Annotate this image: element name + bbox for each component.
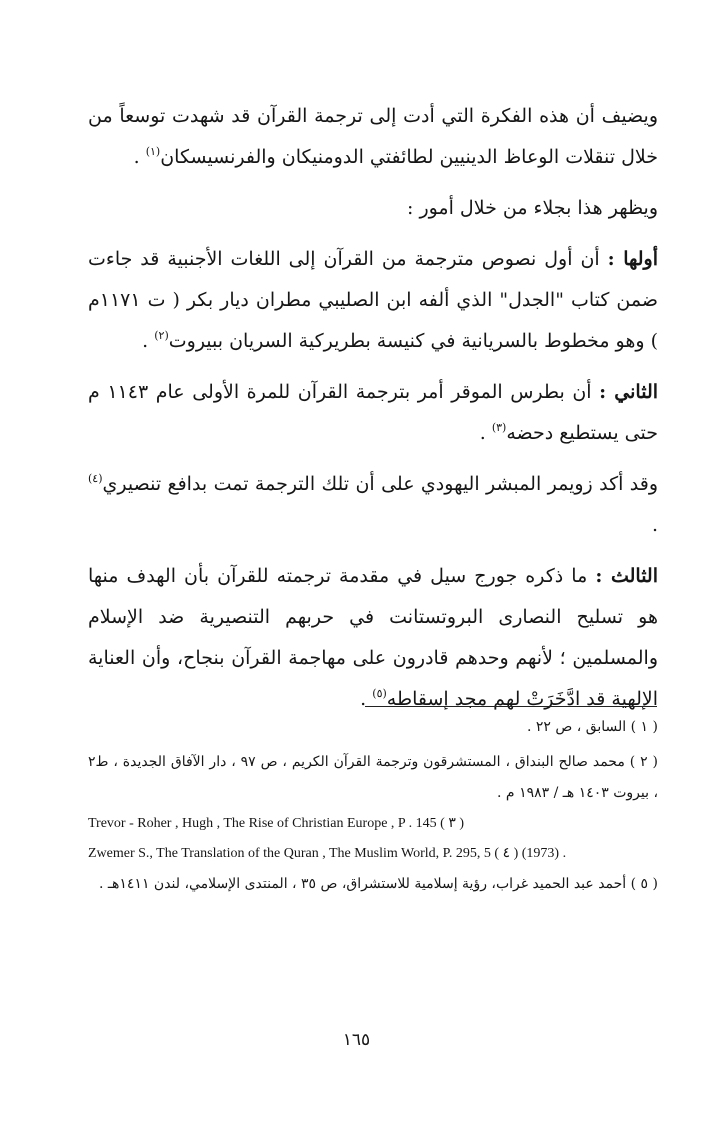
paragraph-text: وقد أكد زويمر المبشر اليهودي على أن تلك الترجمة تمت بدافع تنصيري [102,473,658,495]
point-heading-second: الثاني : [599,381,659,403]
point-heading-first: أولها : [607,248,659,270]
paragraph-text: أن بطرس الموقر أمر بترجمة القرآن للمرة الأولى عام ١١٤٣ م حتى يستطيع دحضه [88,381,658,444]
footnote-3: Trevor - Roher , Hugh , The Rise of Christian Europe , P . 145 ( ٣ ) [88,816,465,831]
paragraph-second-point [88,372,658,454]
footnote-ref-5: (٥) [372,687,387,700]
paragraph-text: ما ذكره جورج سيل في مقدمة ترجمته للقرآن بأن الهدف منها هو تسليح النصارى البروتستانت في حربهم التنصيرية ضد الإسلام والمسلمين ؛ لأنهم وحدهم قادرون على مهاجمة القرآن بنجاح، وأن العناية الإلهية قد ادَّخَرَتْ لهم مجد إسقاطه [88,565,658,710]
sentence-end: . [133,146,140,168]
paragraph-zwemer [88,464,658,546]
sentence-end: . [142,330,149,352]
footnote-divider [365,706,657,707]
footnote-1: ( ١ ) السابق ، ص ٢٢ . [526,719,658,735]
footnote-ref-1: (١) [145,145,161,158]
footnote-ref-2: (٢) [154,329,169,342]
sentence-end: . [479,422,486,444]
sentence-end: . [360,688,367,710]
point-heading-third: الثالث : [595,565,658,587]
footnotes [88,712,658,900]
body-text [88,96,658,720]
paragraph-text: أن أول نصوص مترجمة من القرآن إلى اللغات الأجنبية قد جاءت ضمن كتاب "الجدل" الذي ألفه ابن الصليبي مطران ديار بكر ( ت ١١٧١م ) وهو مخطوط بالسريانية في كنيسة بطريركية السريان ببيروت [88,248,658,352]
paragraph-text: ويظهر هذا بجلاء من خلال أمور : [407,197,658,219]
paragraph-first-point [88,239,658,362]
footnote-2: ( ٢ ) محمد صالح البنداق ، المستشرقون وترجمة القرآن الكريم ، ص ٩٧ ، دار الآفاق الجديدة ، ط٢ ، بيروت ١٤٠٣ هـ / ١٩٨٣ م . [88,754,658,801]
sentence-end: . [651,514,658,536]
paragraph-third-point [88,556,658,720]
footnote-ref-3: (٣) [491,421,507,434]
paragraph-intro [88,96,658,178]
footnote-5: ( ٥ ) أحمد عبد الحميد غراب، رؤية إسلامية للاستشراق، ص ٣٥ ، المنتدى الإسلامي، لندن ١٤١١هـ . [99,876,658,892]
paragraph-text: ويضيف أن هذه الفكرة التي أدت إلى ترجمة القرآن قد شهدت توسعاً من خلال تنقلات الوعاظ الدينيين لطائفتي الدومنيكان والفرنسيسكان [88,105,658,168]
page-number: ١٦٥ [342,1030,371,1050]
footnote-4: Zwemer S., The Translation of the Quran , The Muslim World, P. 295, 5 ( ٤ ) (1973) . [88,846,567,861]
paragraph-matters [88,188,658,229]
footnote-ref-4: (٤) [88,472,103,485]
